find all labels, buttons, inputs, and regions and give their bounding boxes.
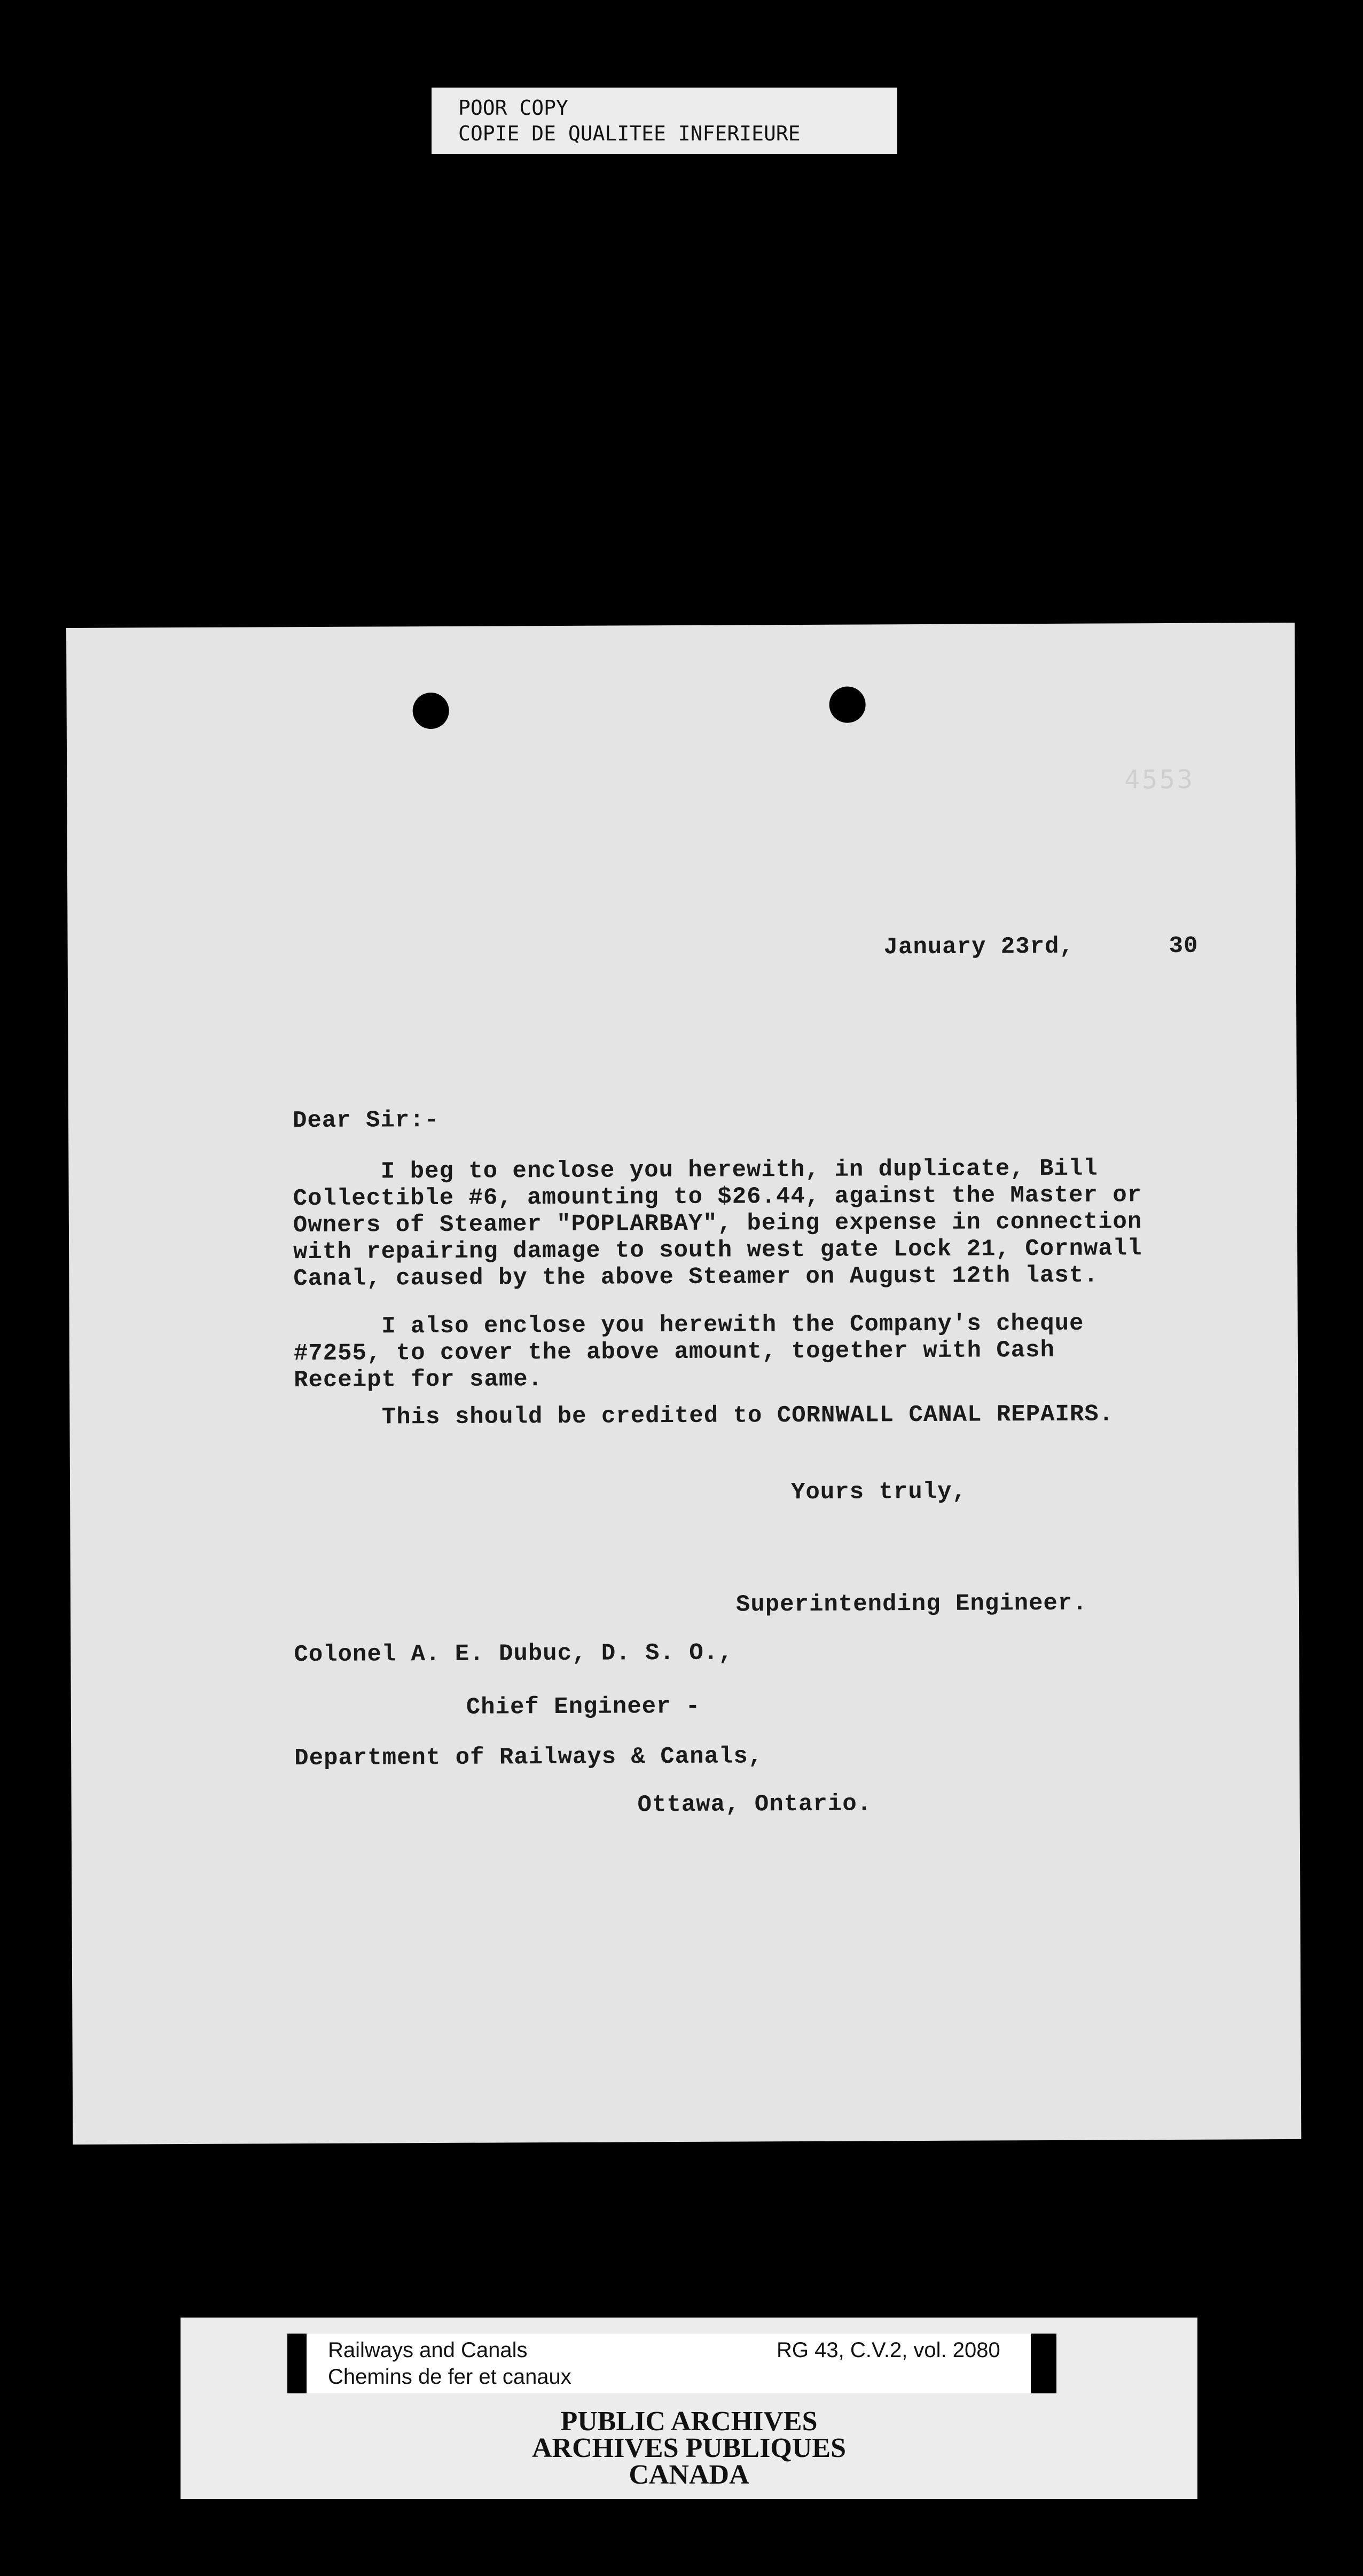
paragraph-credit: This should be credited to CORNWALL CANAL REPAIRS. <box>294 1401 1114 1432</box>
paragraph-line: with repairing damage to south west gate Lock 21, Cornwall <box>293 1235 1142 1266</box>
archives-line-fr: ARCHIVES PUBLIQUES <box>531 2433 847 2463</box>
recipient-city: Ottawa, Ontario. <box>637 1790 872 1819</box>
letter-year: 30 <box>1169 932 1198 960</box>
archives-line-country: CANADA <box>629 2460 749 2490</box>
poor-copy-text: POOR COPY <box>458 96 568 120</box>
paragraph-line: I beg to enclose you herewith, in duplicate, Bill <box>293 1155 1098 1186</box>
recipient-department: Department of Railways & Canals, <box>294 1743 763 1772</box>
letter-date: January 23rd, <box>883 933 1074 961</box>
punch-hole-left <box>413 693 449 729</box>
poor-copy-text-fr: COPIE DE QUALITEE INFERIEURE <box>458 122 801 145</box>
paragraph-line: Receipt for same. <box>294 1366 543 1394</box>
paragraph-line: Owners of Steamer "POPLARBAY", being expense in connection <box>293 1208 1142 1239</box>
fonds-name-fr: Chemins de fer et canaux <box>328 2365 571 2389</box>
archives-line-en: PUBLIC ARCHIVES <box>560 2406 818 2437</box>
closing: Yours truly, <box>790 1478 967 1506</box>
paragraph-line: I also enclose you herewith the Company's cheque <box>293 1310 1084 1341</box>
record-reference-box <box>287 2334 1056 2393</box>
record-reference: RG 43, C.V.2, vol. 2080 <box>777 2338 1000 2362</box>
paragraph-cheque <box>294 1310 1084 1394</box>
recipient-title: Chief Engineer - <box>466 1693 701 1721</box>
public-archives-stamp <box>181 2408 1197 2488</box>
punch-hole-right <box>829 686 865 722</box>
recipient-name: Colonel A. E. Dubuc, D. S. O., <box>294 1639 733 1669</box>
salutation: Dear Sir:- <box>292 1106 440 1135</box>
signature-title: Superintending Engineer. <box>735 1590 1087 1619</box>
poor-copy-label <box>432 88 897 154</box>
paragraph-line: Canal, caused by the above Steamer on August 12th last. <box>293 1262 1099 1293</box>
paragraph-line: #7255, to cover the above amount, together with Cash <box>293 1337 1055 1368</box>
fonds-names <box>328 2337 571 2390</box>
file-number-stamp: 4553 <box>1124 764 1195 795</box>
paragraph-line: Collectible #6, amounting to $26.44, against the Master or <box>293 1182 1142 1213</box>
letter-page <box>66 623 1301 2145</box>
paragraph-bill-collectible <box>293 1155 1142 1292</box>
fonds-name-en: Railways and Canals <box>328 2338 528 2362</box>
archives-footer <box>181 2318 1197 2499</box>
